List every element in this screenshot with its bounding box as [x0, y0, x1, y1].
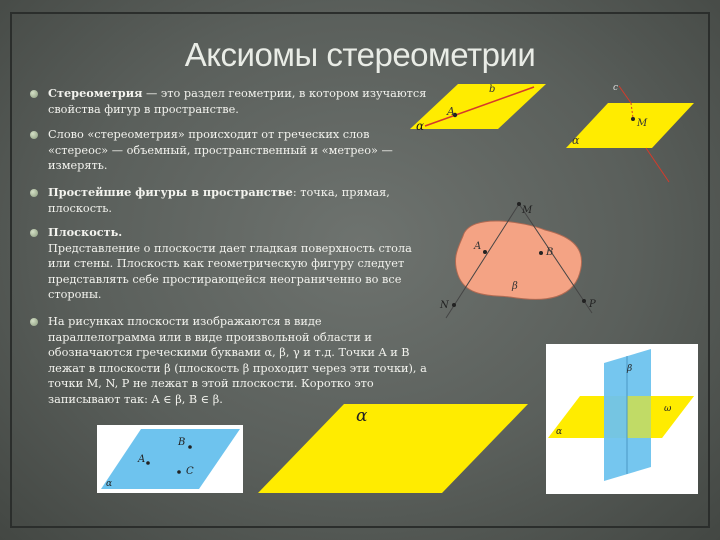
bullet-text: : точка, прямая, плоскость. [48, 186, 390, 215]
bullet-text: — это раздел геометрии, в котором изучаются свойства фигур в пространстве. [48, 87, 427, 116]
point-c [177, 470, 181, 474]
figure-line-crossing-plane [566, 83, 694, 182]
point-p [582, 299, 586, 303]
plane-beta-label: β [512, 281, 518, 292]
point-c-label: C [186, 466, 194, 477]
point-m-label: M [522, 205, 533, 216]
bullet-text: На рисунках плоскости изображаются в виде параллелограмма или в виде произвольной области и обозначаются греческими буквами α, β, γ и т.д. Точки A и B лежат в плоскости β (плоскость β проходит через эти точки), а точки M, N, P не лежат в этой плоскости. Коротко это записывают так: A ∈ β, B ∈ β. [48, 315, 427, 406]
plane-alpha-label: α [416, 119, 425, 133]
big-plane-label: α [356, 406, 368, 426]
plane-beta-label: β [627, 364, 633, 374]
big-plane-shape [258, 404, 528, 493]
point-p-label: P [589, 299, 596, 310]
point-b-label: B [546, 247, 554, 258]
bullet-bold: Стереометрия [48, 86, 143, 100]
plane-alpha-label: α [106, 479, 113, 489]
point-n-label: N [440, 300, 449, 311]
point-b-label: B [178, 437, 186, 448]
bullet-subtext: Представление о плоскости дает гладкая поверхность стола или стены. Плоскость как геометрическую фигуру следует представлять себе простирающейся неограниченно во все стороны. [48, 241, 412, 301]
figure-region-plane [439, 202, 596, 318]
point-m [631, 117, 635, 121]
point-n [452, 303, 456, 307]
figure-intersecting-planes [546, 344, 698, 494]
bullet-bold: Простейшие фигуры в пространстве [48, 185, 293, 199]
plane-alpha-shape [566, 103, 694, 148]
slide-title: Аксиомы стереометрии [184, 36, 536, 73]
plane-alpha-label: α [556, 427, 563, 437]
point-b [188, 445, 192, 449]
figure-blue-plane [97, 425, 243, 493]
bullet-bold: Плоскость. [48, 225, 123, 239]
point-m-label: M [637, 118, 648, 129]
line-c-upper [619, 86, 631, 103]
figure-line-in-plane [410, 84, 546, 133]
plane-alpha-label: α [572, 134, 580, 147]
bullet-text: Слово «стереометрия» происходит от греческих слов «стереос» — объемный, пространственный и «метрео» — измерять. [48, 128, 393, 172]
point-m [517, 202, 521, 206]
point-b [539, 251, 543, 255]
line-b-label: b [489, 84, 496, 95]
point-a-label: A [474, 241, 482, 252]
point-a [483, 250, 487, 254]
line-c-lower [646, 148, 669, 182]
line-c-label: c [613, 83, 619, 93]
plane-omega-label: ω [664, 404, 672, 414]
figure-big-plane [258, 404, 528, 493]
point-a [146, 461, 150, 465]
point-a-label: A [447, 105, 455, 118]
plane-beta-region [455, 221, 581, 299]
point-a-label: A [138, 454, 146, 465]
